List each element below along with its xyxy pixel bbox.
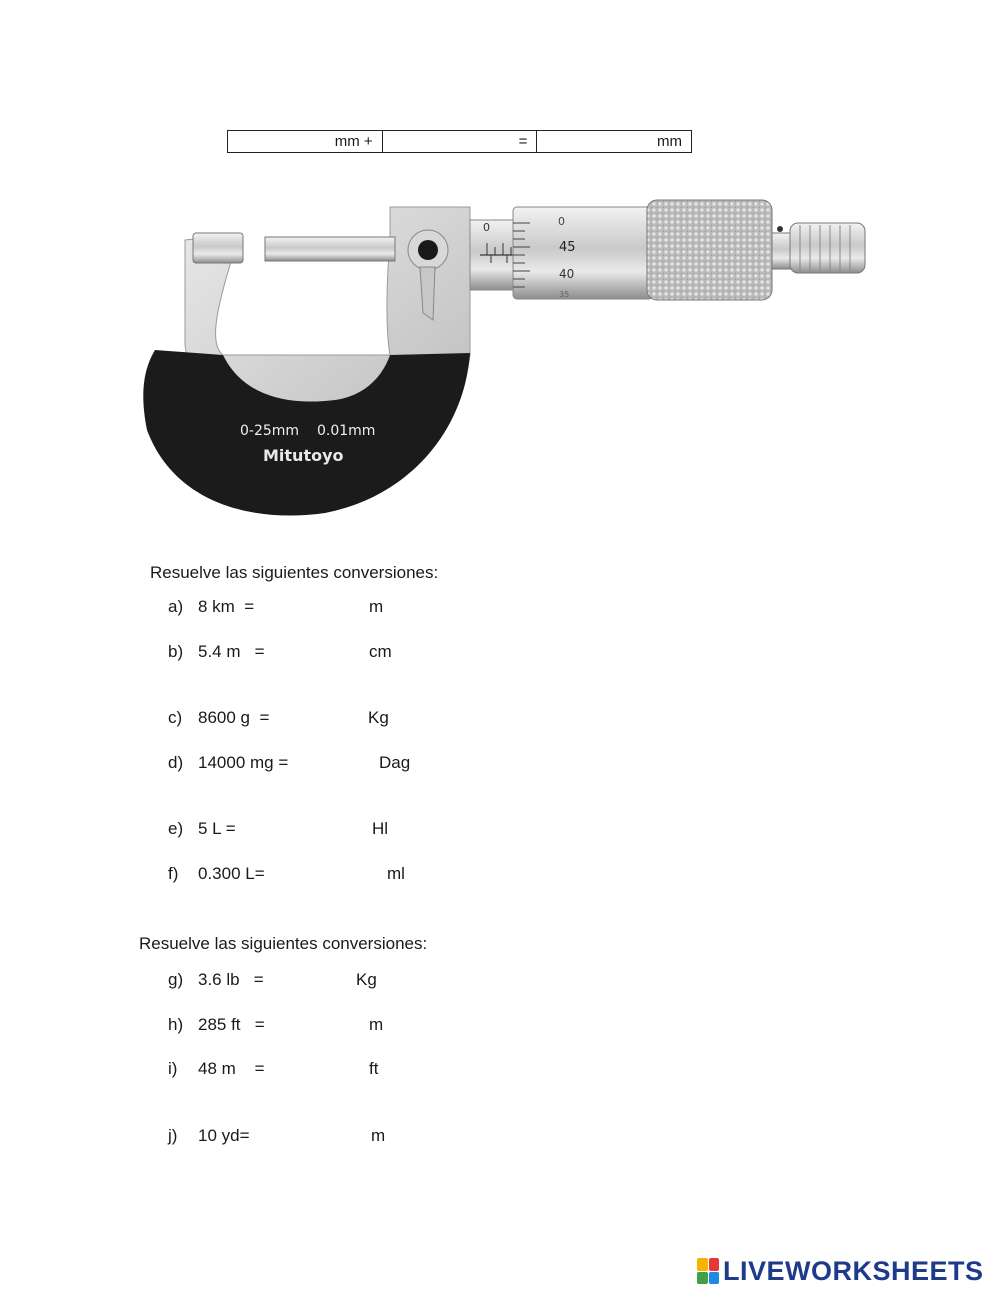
answer-cell-mm-plus[interactable]: mm + [228, 131, 383, 152]
exercise-letter: d) [168, 753, 184, 772]
brand-label: Mitutoyo [263, 446, 344, 465]
exercise-unit: cm [369, 642, 392, 661]
exercise-letter: a) [168, 597, 184, 616]
exercise-expression: 8600 g = [198, 708, 270, 727]
exercise-expression: 5 L = [198, 819, 236, 838]
resolution-label: 0.01mm [317, 423, 376, 439]
logo-square-yellow [697, 1258, 708, 1271]
exercise-letter: b) [168, 642, 184, 661]
exercise-letter: j) [168, 1126, 178, 1145]
exercise-i [168, 1059, 468, 1081]
exercise-unit: m [369, 1015, 384, 1034]
exercise-expression: 0.300 L= [198, 864, 265, 883]
exercise-unit: Kg [368, 708, 389, 727]
logo-text: LIVEWORKSHEETS [723, 1255, 984, 1286]
thimble-mark-0: 0 [558, 215, 565, 228]
exercise-letter: i) [168, 1059, 178, 1078]
exercise-letter: e) [168, 819, 184, 838]
exercise-unit: Hl [372, 819, 389, 838]
liveworksheets-logo[interactable] [697, 1255, 984, 1287]
exercise-expression: 48 m = [198, 1059, 265, 1078]
exercise-expression: 10 yd= [198, 1126, 250, 1145]
sleeve-zero: 0 [483, 221, 490, 234]
exercise-expression: 8 km = [198, 597, 255, 616]
exercise-expression: 3.6 lb = [198, 970, 264, 989]
exercise-letter: f) [168, 864, 179, 883]
exercise-unit: ml [387, 864, 405, 883]
exercise-letter: c) [168, 708, 183, 727]
thimble-mark-40: 40 [559, 267, 575, 281]
exercise-h [168, 1015, 468, 1037]
exercise-expression: 285 ft = [198, 1015, 265, 1034]
exercise-d [168, 753, 468, 775]
logo-icon [697, 1258, 719, 1284]
logo-square-red [709, 1258, 720, 1271]
answer-cell-equals[interactable]: = [383, 131, 538, 152]
exercise-f [168, 864, 468, 886]
exercise-j [168, 1126, 468, 1148]
logo-square-blue [709, 1272, 720, 1285]
exercise-c [168, 708, 468, 730]
exercise-unit: Kg [356, 970, 377, 989]
section2-heading: Resuelve las siguientes conversiones: [139, 934, 428, 953]
answer-cell-mm[interactable]: mm [657, 133, 683, 150]
exercise-unit: m [371, 1126, 386, 1145]
exercise-expression: 14000 mg = [198, 753, 289, 772]
logo-square-green [697, 1272, 708, 1285]
range-label: 0-25mm [240, 423, 300, 439]
exercise-unit: m [369, 597, 384, 616]
exercise-letter: h) [168, 1015, 184, 1034]
exercise-a [168, 597, 468, 619]
thimble-mark-35: 35 [559, 290, 570, 299]
exercise-g [168, 970, 468, 992]
micrometer-image [135, 195, 875, 525]
exercise-unit: Dag [379, 753, 411, 772]
exercise-expression: 5.4 m = [198, 642, 265, 661]
exercise-b [168, 642, 468, 664]
exercise-e [168, 819, 468, 841]
exercise-unit: ft [369, 1059, 379, 1078]
section1-heading: Resuelve las siguientes conversiones: [150, 563, 439, 582]
exercise-letter: g) [168, 970, 184, 989]
answer-table [227, 130, 692, 153]
thimble-mark-45: 45 [559, 240, 576, 255]
